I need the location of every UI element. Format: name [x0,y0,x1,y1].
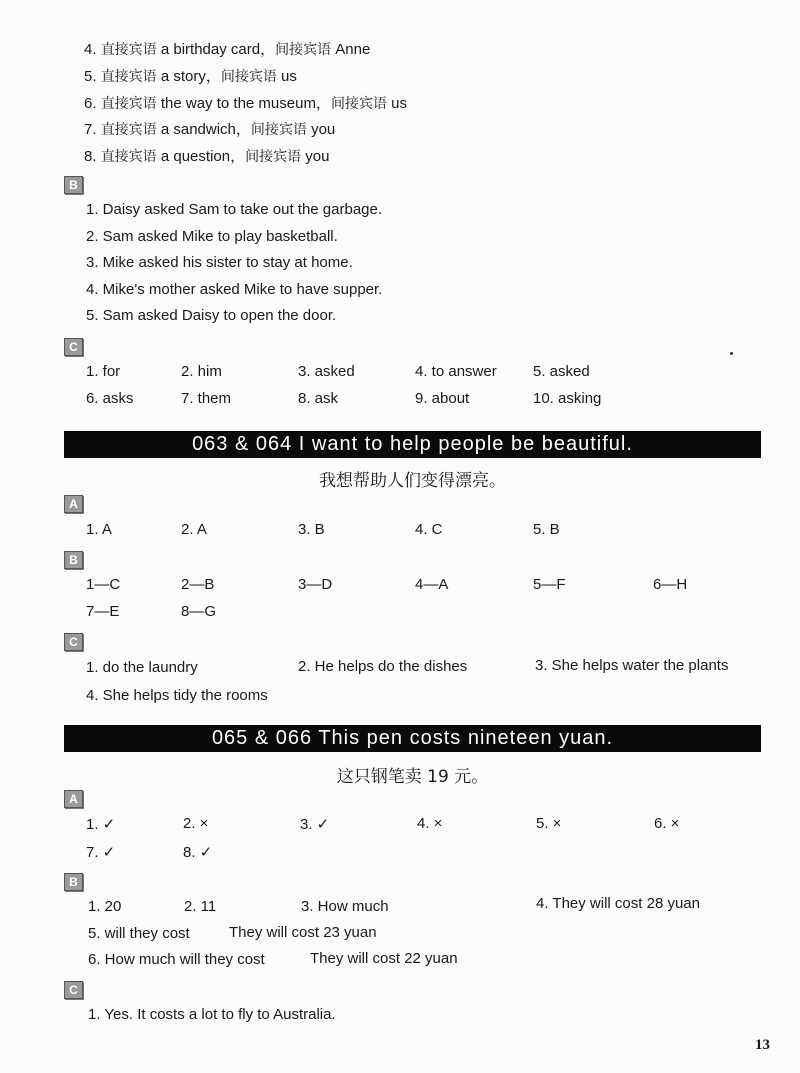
b-cell: They will cost 22 yuan [310,950,458,967]
c-cell: 7. them [181,390,232,407]
c-cell: 1. for [86,363,121,380]
a-cell: 3. B [298,521,325,538]
c-cell: 4. She helps tidy the rooms [86,687,268,704]
b-line-3: 3. Mike asked his sister to stay at home. [86,254,353,271]
b-cell: 8—G [181,603,217,620]
section-c-badge: C [64,633,83,651]
b-line-1: 1. Daisy asked Sam to take out the garbage. [86,201,383,218]
c-cell: 9. about [415,390,470,407]
section-c-badge: C [64,981,83,999]
b-cell: 1—C [86,576,121,593]
b-cell: 6—H [653,576,688,593]
b-cell: 4. They will cost 28 yuan [536,895,700,912]
c-cell: 8. ask [298,390,339,407]
section-b-badge: B [64,551,83,569]
b-cell: 1. 20 [88,898,122,915]
a-cell: 4. C [415,521,443,538]
a-cell: 7. ✓ [86,844,116,861]
c-cell: 2. He helps do the dishes [298,658,468,675]
a-cell: 2. × [183,815,209,832]
a-cell: 5. × [536,815,562,832]
a-cell: 8. ✓ [183,844,213,861]
c-line-1: 1. Yes. It costs a lot to fly to Australia. [88,1006,336,1023]
lesson-title-banner: 065 & 066 This pen costs nineteen yuan. [64,725,761,752]
b-cell: 5—F [533,576,566,593]
lesson-subtitle: 我想帮助人们变得漂亮。 [319,471,506,491]
section-b-badge: B [64,873,83,891]
a-cell: 6. × [654,815,680,832]
lesson-subtitle: 这只钢笔卖 19 元。 [336,767,489,787]
b-cell: 2. 11 [184,898,217,915]
b-line-2: 2. Sam asked Mike to play basketball. [86,228,338,245]
section-b-badge: B [64,176,83,194]
b-cell: 6. How much will they cost [88,951,265,968]
c-cell: 1. do the laundry [86,659,198,676]
c-cell: 3. asked [298,363,355,380]
stray-dot [730,352,733,355]
top-item-6: 6. 直接宾语 the way to the museum，间接宾语 us [84,95,407,112]
a-cell: 3. ✓ [300,816,330,833]
a-cell: 4. × [417,815,443,832]
section-c-badge: C [64,338,83,356]
c-cell: 10. asking [533,390,602,407]
b-cell: 5. will they cost [88,925,190,942]
b-cell: 2—B [181,576,215,593]
b-cell: 4—A [415,576,449,593]
lesson-title-banner: 063 & 064 I want to help people be beautiful. [64,431,761,458]
a-cell: 5. B [533,521,560,538]
b-cell: 7—E [86,603,120,620]
section-a-badge: A [64,495,83,513]
a-cell: 1. ✓ [86,816,116,833]
top-item-4: 4. 直接宾语 a birthday card，间接宾语 Anne [84,41,371,58]
top-item-8: 8. 直接宾语 a question，间接宾语 you [84,148,330,165]
section-a-badge: A [64,790,83,808]
c-cell: 6. asks [86,390,134,407]
b-line-5: 5. Sam asked Daisy to open the door. [86,307,337,324]
a-cell: 1. A [86,521,112,538]
c-cell: 3. She helps water the plants [535,657,729,674]
b-line-4: 4. Mike's mother asked Mike to have supper. [86,281,383,298]
c-cell: 4. to answer [415,363,497,380]
page-number: 13 [755,1037,770,1053]
b-cell: 3. How much [301,898,389,915]
top-item-5: 5. 直接宾语 a story，间接宾语 us [84,68,297,85]
a-cell: 2. A [181,521,207,538]
c-cell: 5. asked [533,363,590,380]
b-cell: They will cost 23 yuan [229,924,377,941]
b-cell: 3—D [298,576,333,593]
c-cell: 2. him [181,363,222,380]
top-item-7: 7. 直接宾语 a sandwich，间接宾语 you [84,121,336,138]
